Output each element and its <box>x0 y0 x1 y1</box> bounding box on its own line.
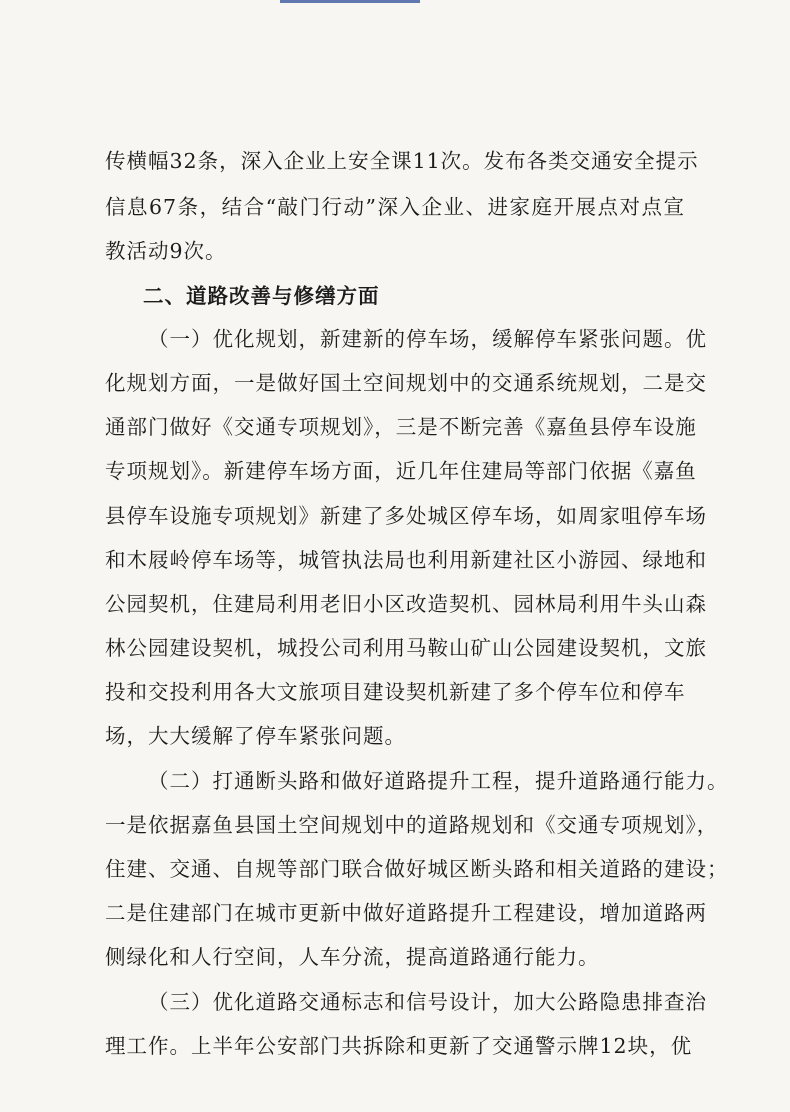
paragraph-line: 信息67条，结合“敲门行动”深入企业、进家庭开展点对点宣 <box>105 195 685 219</box>
paragraph-line: 理工作。上半年公安部门共拆除和更新了交通警示牌12块，优 <box>105 1034 693 1058</box>
paragraph-line: 专项规划》。新建停车场方面，近几年住建局等部门依据《嘉鱼 <box>105 459 697 483</box>
paragraph-line: 传横幅32条，深入企业上安全课11次。发布各类交通安全提示 <box>105 149 699 173</box>
subsection-line: （一）优化规划，新建新的停车场，缓解停车紧张问题。优 <box>148 327 707 351</box>
paragraph-line: 二是住建部门在城市更新中做好道路提升工程建设，增加道路两 <box>105 901 707 925</box>
paragraph-line: 教活动9次。 <box>105 239 227 263</box>
paragraph-line: 林公园建设契机，城投公司利用马鞍山矿山公园建设契机，文旅 <box>105 636 707 660</box>
section-heading: 二、道路改善与修缮方面 <box>143 284 380 308</box>
paragraph-line: 县停车设施专项规划》新建了多处城区停车场，如周家咀停车场 <box>105 504 707 528</box>
paragraph-line: 一是依据嘉鱼县国土空间规划中的道路规划和《交通专项规划》， <box>105 813 719 837</box>
paragraph-line: 投和交投利用各大文旅项目建设契机新建了多个停车位和停车 <box>105 680 686 704</box>
paragraph-line: 通部门做好《交通专项规划》，三是不断完善《嘉鱼县停车设施 <box>105 415 697 439</box>
subsection-line: （三）优化道路交通标志和信号设计，加大公路隐患排查治 <box>148 990 707 1014</box>
subsection-line: （二）打通断头路和做好道路提升工程，提升道路通行能力。 <box>148 769 729 793</box>
paragraph-line: 化规划方面，一是做好国土空间规划中的交通系统规划，二是交 <box>105 371 707 395</box>
paragraph-line: 场，大大缓解了停车紧张问题。 <box>105 724 406 748</box>
paragraph-line: 和木屐岭停车场等，城管执法局也利用新建社区小游园、绿地和 <box>105 548 707 572</box>
paragraph-line: 公园契机，住建局利用老旧小区改造契机、园林局利用牛头山森 <box>105 592 707 616</box>
paragraph-line: 侧绿化和人行空间，人车分流，提高道路通行能力。 <box>105 945 600 969</box>
paragraph-line: 住建、交通、自规等部门联合做好城区断头路和相关道路的建设； <box>105 857 729 881</box>
